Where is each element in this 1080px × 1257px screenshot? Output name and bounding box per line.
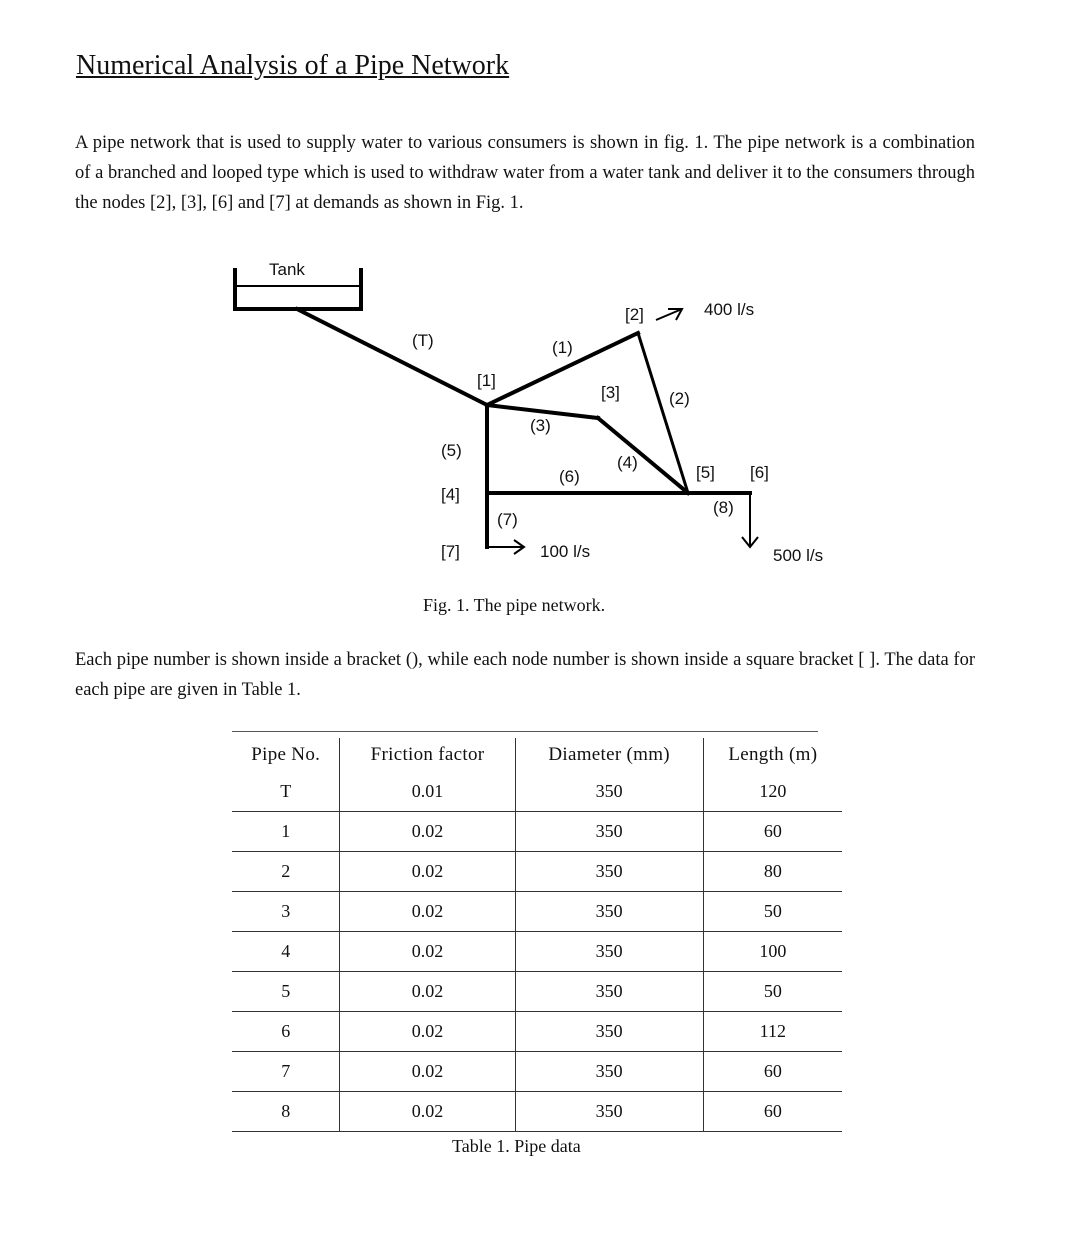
table-row: [232, 1092, 842, 1132]
table-row: [232, 852, 842, 892]
pipe-label-T: (T): [412, 331, 434, 350]
cell-friction: 0.02: [340, 1092, 515, 1132]
cell-friction: 0.02: [340, 932, 515, 972]
cell-diameter: 350: [515, 972, 703, 1012]
cell-diameter: 350: [515, 892, 703, 932]
cell-friction: 0.02: [340, 812, 515, 852]
cell-length: 80: [703, 852, 842, 892]
cell-pipe-no: T: [232, 772, 340, 812]
cell-length: 100: [703, 932, 842, 972]
table-row: [232, 972, 842, 1012]
pipe-T: [297, 309, 487, 405]
cell-length: 60: [703, 1052, 842, 1092]
table-row: [232, 1012, 842, 1052]
table-row: [232, 892, 842, 932]
node-label-3: [3]: [601, 383, 620, 402]
cell-diameter: 350: [515, 1012, 703, 1052]
cell-friction: 0.02: [340, 892, 515, 932]
cell-pipe-no: 3: [232, 892, 340, 932]
cell-length: 112: [703, 1012, 842, 1052]
cell-friction: 0.02: [340, 852, 515, 892]
cell-length: 120: [703, 772, 842, 812]
header-diameter: Diameter (mm): [515, 738, 703, 772]
cell-diameter: 350: [515, 932, 703, 972]
cell-pipe-no: 2: [232, 852, 340, 892]
demand-label-n2: 400 l/s: [704, 300, 755, 319]
cell-pipe-no: 4: [232, 932, 340, 972]
pipe-label-5: (5): [441, 441, 462, 460]
cell-pipe-no: 6: [232, 1012, 340, 1052]
node-label-4: [4]: [441, 485, 460, 504]
node-label-6: [6]: [750, 463, 769, 482]
cell-length: 50: [703, 972, 842, 1012]
cell-diameter: 350: [515, 772, 703, 812]
table-caption: Table 1. Pipe data: [452, 1136, 581, 1156]
pipe-label-4: (4): [617, 453, 638, 472]
tank-label: Tank: [269, 260, 305, 279]
header-length: Length (m): [703, 738, 842, 772]
demand-label-n6: 500 l/s: [773, 546, 824, 565]
pipe-4: [598, 418, 688, 493]
pipe-label-7: (7): [497, 510, 518, 529]
node-label-7: [7]: [441, 542, 460, 561]
cell-pipe-no: 1: [232, 812, 340, 852]
pipe-2: [638, 333, 688, 493]
cell-diameter: 350: [515, 1052, 703, 1092]
cell-length: 50: [703, 892, 842, 932]
node-label-2: [2]: [625, 305, 644, 324]
table-body: [232, 772, 842, 1132]
table-row: [232, 932, 842, 972]
table-header-row: [232, 738, 842, 772]
cell-friction: 0.02: [340, 972, 515, 1012]
intro-paragraph: A pipe network that is used to supply water to various consumers is shown in fig. 1. The pipe network is a combination of a branched and looped type which is used to withdraw water from a water tank and deliver it to the consumers through the nodes [2], [3], [6] and [7] at demands as shown in Fig. 1.: [75, 133, 975, 213]
cell-pipe-no: 8: [232, 1092, 340, 1132]
cell-diameter: 350: [515, 852, 703, 892]
node-label-5: [5]: [696, 463, 715, 482]
header-pipe-no: Pipe No.: [251, 744, 321, 765]
table-row: [232, 772, 842, 812]
cell-pipe-no: 7: [232, 1052, 340, 1092]
pipe-label-3: (3): [530, 416, 551, 435]
figure-caption: Fig. 1. The pipe network.: [423, 595, 606, 615]
note-paragraph: Each pipe number is shown inside a bracket (), while each node number is shown inside a square bracket [ ]. The data for each pipe are given in Table 1.: [75, 650, 975, 700]
cell-length: 60: [703, 1092, 842, 1132]
demand-label-n7: 100 l/s: [540, 542, 591, 561]
table-row: [232, 812, 842, 852]
pipe-label-6: (6): [559, 467, 580, 486]
page-title: Numerical Analysis of a Pipe Network: [76, 50, 510, 81]
pipe-label-2: (2): [669, 389, 690, 408]
cell-friction: 0.02: [340, 1012, 515, 1052]
table-row: [232, 1052, 842, 1092]
header-friction-factor: Friction factor: [340, 738, 515, 772]
table-top-rule: [232, 731, 818, 732]
pipe-data-table: [232, 738, 842, 1132]
node-label-1: [1]: [477, 371, 496, 390]
cell-friction: 0.01: [340, 772, 515, 812]
cell-pipe-no: 5: [232, 972, 340, 1012]
cell-length: 60: [703, 812, 842, 852]
pipe-network-figure: [0, 250, 1080, 590]
pipe-label-8: (8): [713, 498, 734, 517]
pipe-label-1: (1): [552, 338, 573, 357]
cell-diameter: 350: [515, 1092, 703, 1132]
cell-friction: 0.02: [340, 1052, 515, 1092]
cell-diameter: 350: [515, 812, 703, 852]
